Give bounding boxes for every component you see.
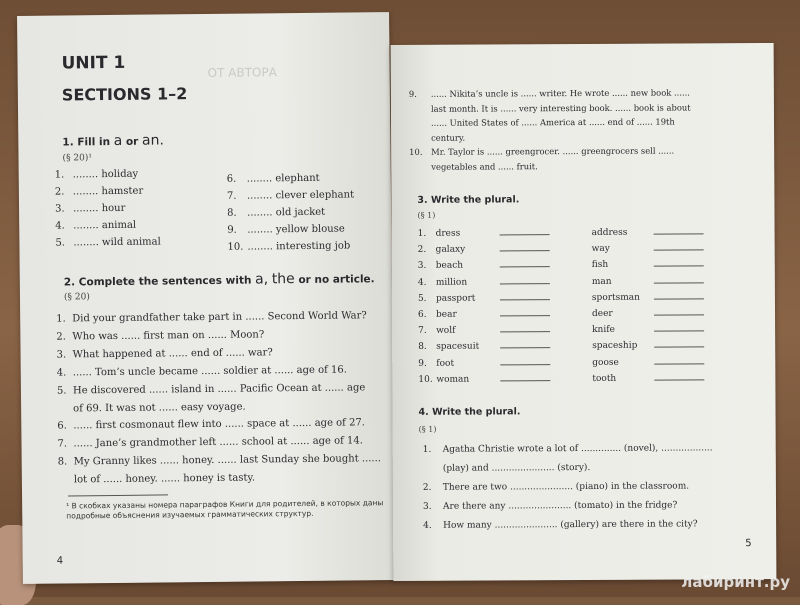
item-number: 1. bbox=[418, 229, 436, 239]
item-text: deer bbox=[592, 309, 648, 319]
exercise-item bbox=[56, 329, 264, 343]
answer-blank bbox=[500, 259, 550, 268]
answer-blank bbox=[500, 275, 550, 284]
item-text: (play) and ...................... (story). bbox=[443, 463, 591, 474]
exercise-2-title: 2. Complete the sentences with a, the or no article. bbox=[64, 270, 375, 289]
item-text: way bbox=[592, 244, 648, 254]
item-text: He discovered ...... island in ...... Pacific Ocean at ...... age bbox=[73, 382, 365, 396]
item-number: 1. bbox=[56, 313, 72, 325]
item-text: beach bbox=[436, 261, 494, 271]
item-text: Who was ...... first man on ...... Moon? bbox=[72, 329, 264, 342]
answer-blank bbox=[500, 340, 550, 349]
item-number: 3. bbox=[57, 349, 73, 361]
item-number: 10. bbox=[418, 375, 436, 385]
item-text: ........ animal bbox=[73, 220, 136, 232]
exercise-item bbox=[423, 463, 591, 475]
item-number: 3. bbox=[55, 203, 73, 215]
answer-blank bbox=[654, 339, 704, 348]
left-page bbox=[17, 12, 395, 584]
exercise-3-title: 3. Write the plural. bbox=[417, 194, 519, 206]
exercise-item bbox=[409, 161, 538, 173]
item-number: 2. bbox=[56, 331, 72, 343]
answer-blank bbox=[654, 225, 704, 234]
plural-item bbox=[592, 306, 704, 319]
item-text: sportsman bbox=[592, 292, 648, 302]
exercise-item bbox=[57, 417, 365, 432]
item-text: My Granny likes ...... honey. ...... last Sunday she bought ...... bbox=[74, 453, 381, 467]
exercise-item bbox=[227, 173, 320, 186]
item-number: 7. bbox=[418, 326, 436, 336]
exercise-item bbox=[227, 240, 350, 253]
item-text: ........ wild animal bbox=[73, 236, 161, 248]
exercise-item bbox=[409, 102, 691, 114]
answer-blank bbox=[500, 291, 550, 300]
item-text: ........ interesting job bbox=[247, 240, 350, 252]
answer-blank bbox=[654, 258, 704, 267]
exercise-3-ref: (§ 1) bbox=[417, 211, 435, 220]
answer-blank bbox=[654, 290, 704, 299]
answer-blank bbox=[654, 274, 704, 283]
exercise-item bbox=[55, 220, 136, 233]
item-text: last month. It is ...... very interesting book. ...... book is about bbox=[431, 102, 691, 113]
plural-item bbox=[592, 290, 704, 303]
item-number: 9. bbox=[409, 89, 431, 100]
item-number: 5. bbox=[55, 237, 73, 249]
plural-item bbox=[418, 291, 550, 304]
exercise-2-ref: (§ 20) bbox=[64, 292, 90, 302]
item-number: 5. bbox=[418, 294, 436, 304]
exercise-item bbox=[57, 382, 365, 397]
exercise-item bbox=[227, 224, 345, 237]
item-text: ...... Tom’s uncle became ...... soldier at ...... age of 16. bbox=[73, 365, 347, 379]
item-number: 4. bbox=[418, 277, 436, 287]
ghost-header: ОТ АВТОРА bbox=[208, 65, 277, 80]
plural-item bbox=[418, 323, 550, 336]
exercise-item-continuation bbox=[58, 472, 255, 486]
item-number: 4. bbox=[57, 367, 73, 379]
item-number: 7. bbox=[57, 438, 73, 450]
exercise-item bbox=[55, 203, 125, 216]
exercise-item bbox=[55, 236, 161, 249]
footnote-divider bbox=[68, 494, 168, 496]
answer-blank bbox=[500, 356, 550, 365]
item-text: century. bbox=[431, 132, 465, 142]
exercise-item bbox=[57, 347, 273, 361]
item-text: How many ...................... (gallery) are there in the city? bbox=[443, 519, 697, 530]
item-text: million bbox=[436, 277, 494, 287]
item-text: lot of ...... honey. ...... honey is tasty. bbox=[74, 472, 255, 485]
item-text: ........ yellow blouse bbox=[247, 224, 345, 236]
item-text: wolf bbox=[436, 326, 494, 336]
item-text: ...... United States of ...... America at ...... end of ...... 19th bbox=[431, 117, 675, 128]
item-number: 6. bbox=[227, 174, 247, 186]
item-text: dress bbox=[436, 228, 494, 238]
exercise-item bbox=[409, 87, 690, 99]
plural-item bbox=[418, 356, 550, 369]
page-number-left: 4 bbox=[57, 556, 63, 567]
item-text: ........ hour bbox=[73, 203, 125, 215]
item-text: Agatha Christie wrote a lot of .............. (novel), .................. bbox=[443, 443, 713, 454]
item-number: 10. bbox=[409, 147, 431, 158]
item-text: knife bbox=[592, 325, 648, 335]
right-page bbox=[391, 43, 777, 581]
item-number: 2. bbox=[423, 483, 443, 494]
exercise-1-ref: (§ 20)¹ bbox=[62, 153, 92, 163]
exercise-item bbox=[423, 481, 689, 493]
exercise-item bbox=[409, 146, 674, 158]
item-text: There are two ...................... (piano) in the classroom. bbox=[443, 481, 689, 492]
item-text: spacesuit bbox=[436, 342, 494, 352]
item-text: of 69. It was not ...... easy voyage. bbox=[73, 402, 246, 415]
item-text: bear bbox=[436, 309, 494, 319]
exercise-item bbox=[409, 132, 465, 143]
item-number: 9. bbox=[418, 358, 436, 368]
answer-blank bbox=[500, 323, 550, 332]
item-text: Mr. Taylor is ...... greengrocer. ...... greengrocers sell ...... bbox=[431, 146, 674, 157]
exercise-item-continuation bbox=[57, 402, 246, 416]
item-number: 8. bbox=[58, 456, 74, 468]
item-text: ...... Jane’s grandmother left ...... school at ...... age of 14. bbox=[73, 435, 363, 449]
exercise-item bbox=[423, 519, 697, 531]
item-number: 3. bbox=[418, 261, 436, 271]
exercise-item bbox=[55, 169, 139, 182]
item-text: foot bbox=[436, 358, 494, 368]
answer-blank bbox=[654, 242, 704, 251]
footnote: ¹ В скобках указаны номера параграфов Книги для родителей, в которых даны подробные объяснения изучаемых грамматических структур. bbox=[66, 498, 386, 521]
exercise-1-title: 1. Fill in a or an. bbox=[62, 132, 164, 149]
answer-blank bbox=[654, 323, 704, 332]
item-text: woman bbox=[436, 374, 494, 384]
item-number: 2. bbox=[55, 186, 73, 198]
plural-item bbox=[592, 242, 704, 255]
answer-blank bbox=[654, 306, 704, 315]
item-number: 5. bbox=[57, 385, 73, 397]
item-text: ........ old jacket bbox=[247, 207, 325, 219]
item-number: 8. bbox=[227, 208, 247, 220]
answer-blank bbox=[500, 372, 550, 381]
watermark: лабиринт.ру bbox=[681, 573, 790, 591]
plural-item bbox=[592, 355, 704, 368]
item-number: 4. bbox=[423, 521, 443, 532]
item-number: 6. bbox=[57, 420, 73, 432]
plural-item bbox=[418, 275, 550, 288]
item-text: What happened at ...... end of ...... war? bbox=[73, 347, 273, 360]
item-text: galaxy bbox=[436, 245, 494, 255]
page-number-right: 5 bbox=[745, 538, 751, 549]
exercise-item bbox=[227, 189, 354, 202]
plural-item bbox=[592, 225, 704, 238]
item-number: 1. bbox=[55, 169, 73, 181]
exercise-item bbox=[57, 435, 363, 450]
exercise-item bbox=[57, 365, 347, 380]
item-text: passport bbox=[436, 293, 494, 303]
answer-blank bbox=[500, 226, 550, 235]
item-text: ........ clever elephant bbox=[247, 189, 354, 201]
item-text: fish bbox=[592, 260, 648, 270]
plural-item bbox=[418, 226, 550, 239]
item-number: 2. bbox=[418, 245, 436, 255]
item-text: ........ hamster bbox=[73, 186, 143, 198]
item-text: ...... Nikita’s uncle is ...... writer. He wrote ...... new book ...... bbox=[431, 87, 690, 98]
item-text: ........ holiday bbox=[73, 169, 139, 181]
exercise-4-ref: (§ 1) bbox=[419, 425, 437, 434]
plural-item bbox=[418, 242, 550, 255]
plural-item bbox=[418, 307, 550, 320]
unit-title: UNIT 1 bbox=[61, 53, 125, 74]
exercise-item bbox=[58, 453, 381, 468]
item-number: 4. bbox=[55, 220, 73, 232]
item-text: address bbox=[592, 228, 648, 238]
item-text: vegetables and ...... fruit. bbox=[431, 161, 538, 172]
item-text: Are there any ...................... (tomato) in the fridge? bbox=[443, 501, 677, 512]
item-number: 10. bbox=[227, 242, 247, 254]
plural-item bbox=[592, 323, 704, 336]
item-text: man bbox=[592, 276, 648, 286]
item-text: ........ elephant bbox=[247, 173, 320, 185]
answer-blank bbox=[500, 242, 550, 251]
item-number: 7. bbox=[227, 191, 247, 203]
exercise-4-title: 4. Write the plural. bbox=[418, 406, 520, 418]
plural-item bbox=[592, 274, 704, 287]
item-text: tooth bbox=[592, 373, 648, 383]
exercise-item bbox=[423, 443, 713, 456]
plural-item bbox=[418, 372, 550, 385]
item-text: ...... first cosmonaut flew into ...... space at ...... age of 27. bbox=[73, 417, 365, 431]
exercise-item bbox=[56, 310, 367, 325]
answer-blank bbox=[654, 355, 704, 364]
answer-blank bbox=[654, 371, 704, 380]
item-number: 9. bbox=[227, 225, 247, 237]
plural-item bbox=[592, 371, 704, 384]
item-number: 8. bbox=[418, 342, 436, 352]
exercise-item bbox=[423, 501, 677, 513]
item-text: goose bbox=[592, 357, 648, 367]
answer-blank bbox=[500, 307, 550, 316]
exercise-item bbox=[409, 117, 675, 129]
plural-item bbox=[418, 340, 550, 353]
sections-title: SECTIONS 1–2 bbox=[62, 84, 188, 104]
exercise-item bbox=[55, 186, 143, 199]
item-text: Did your grandfather take part in ...... Second World War? bbox=[72, 310, 367, 324]
item-number: 3. bbox=[423, 502, 443, 513]
item-number: 1. bbox=[423, 445, 443, 456]
plural-item bbox=[592, 258, 704, 271]
item-text: spaceship bbox=[592, 341, 648, 351]
item-number: 6. bbox=[418, 310, 436, 320]
plural-item bbox=[592, 339, 704, 352]
plural-item bbox=[418, 259, 550, 272]
exercise-item bbox=[227, 207, 325, 220]
